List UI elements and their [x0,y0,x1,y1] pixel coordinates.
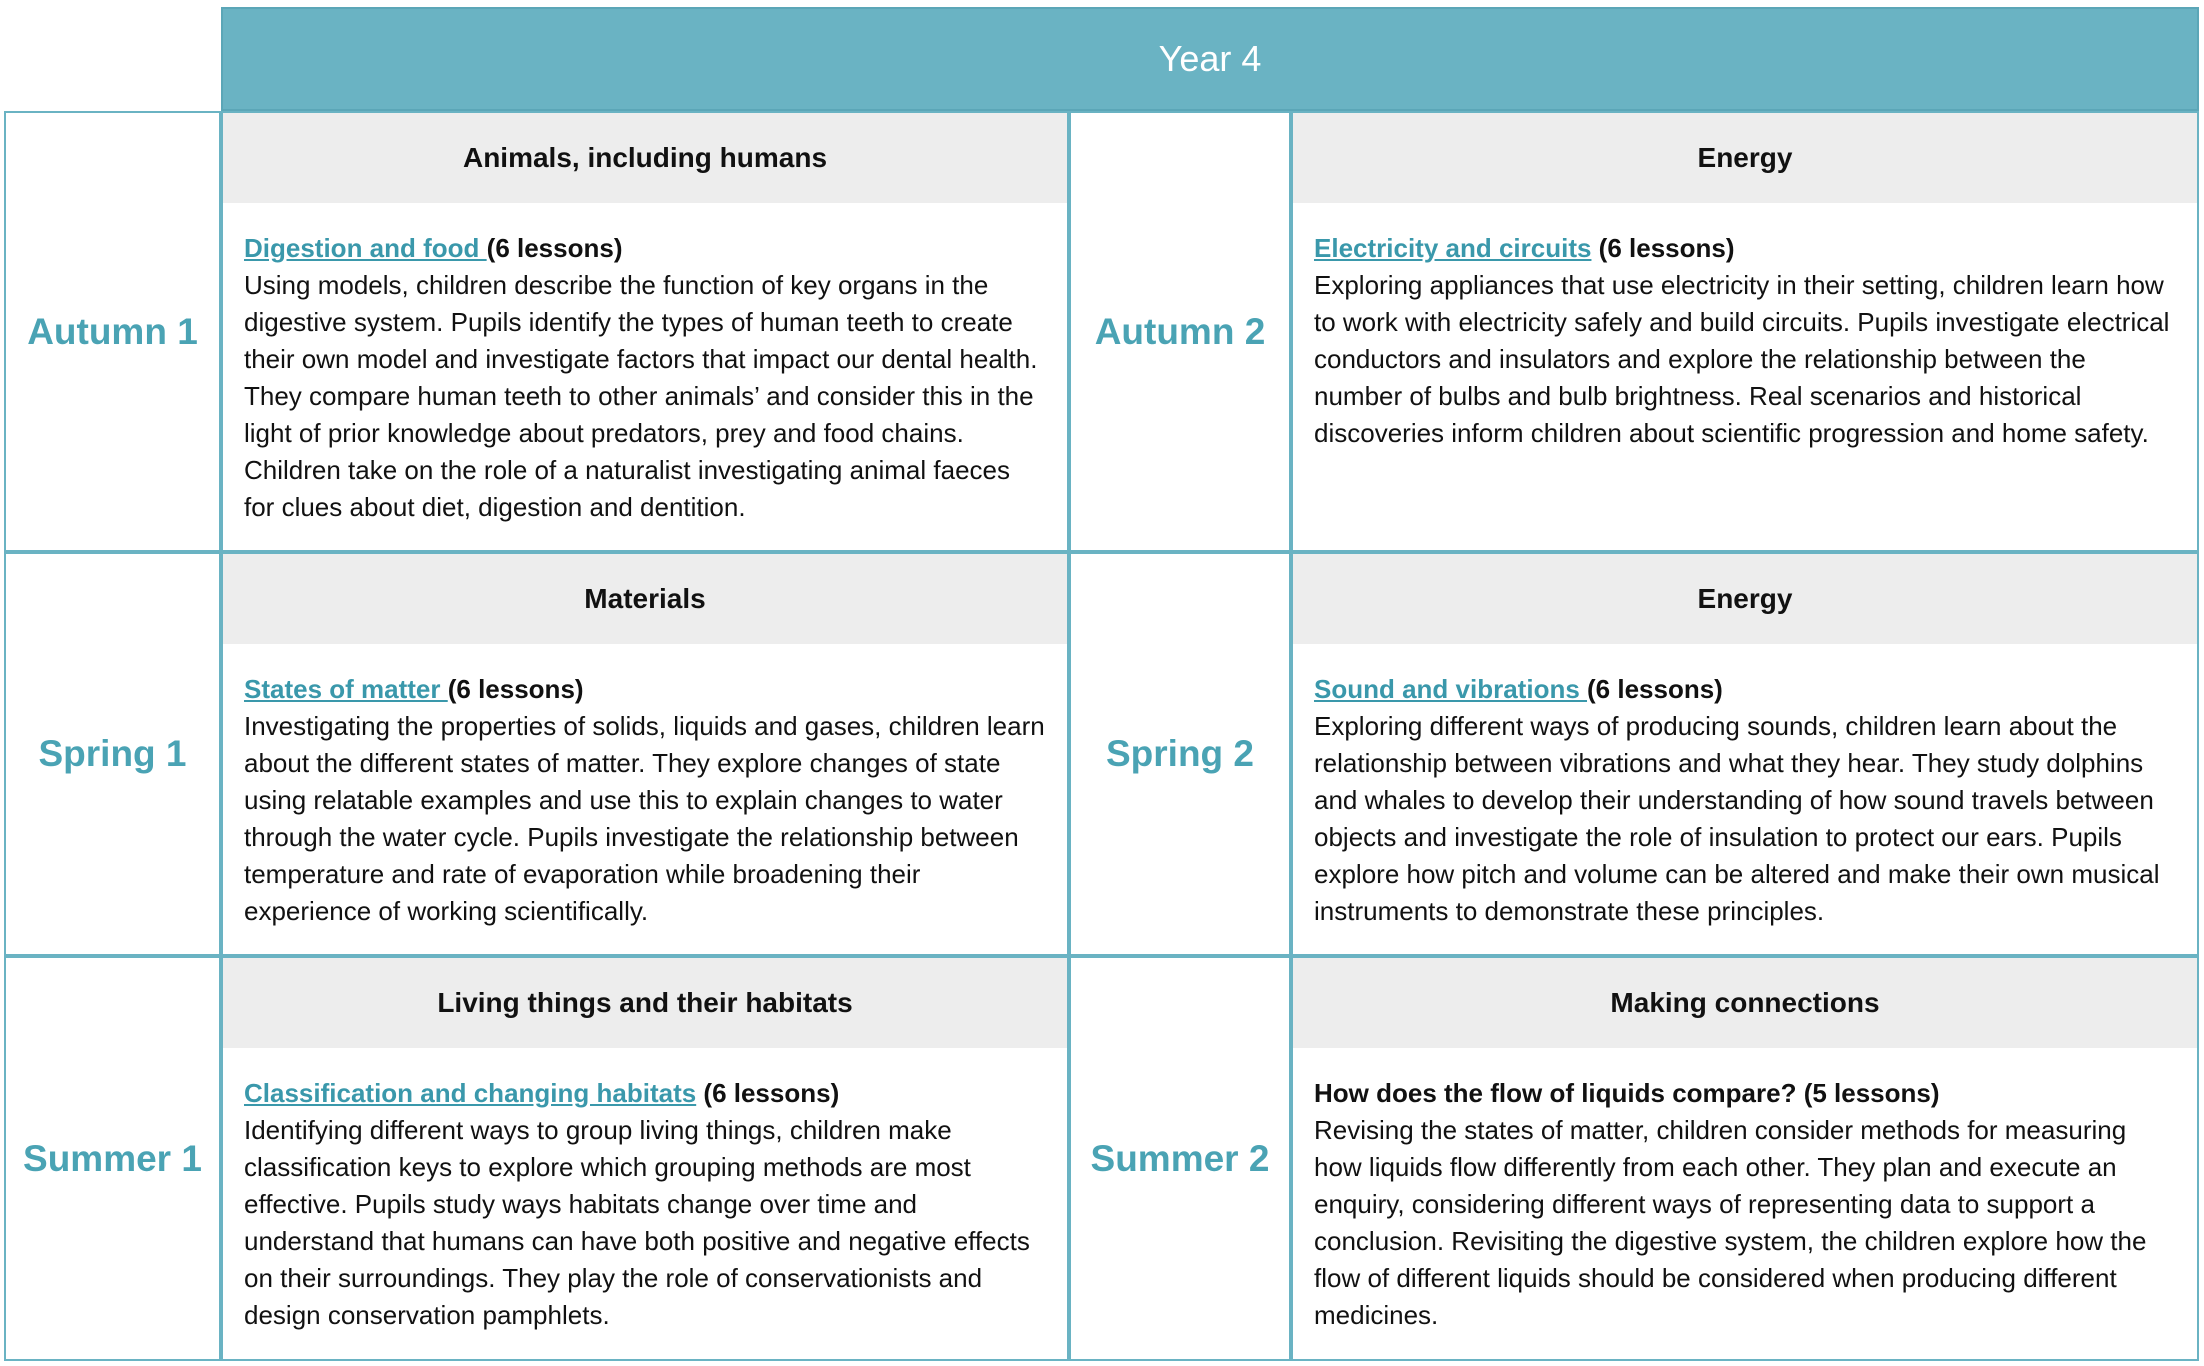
unit-link-sound-and-vibrations[interactable]: Sound and vibrations [1314,674,1588,704]
unit-link-digestion-and-food[interactable]: Digestion and food [244,233,487,263]
term-summer-2: Summer 2 [1069,956,1291,1361]
unit-lesson-count: (6 lessons) [1591,233,1735,263]
unit-body [1293,644,2197,930]
unit-link-electricity-and-circuits[interactable]: Electricity and circuits [1314,233,1592,263]
unit-lesson-count: (6 lessons) [696,1078,840,1108]
unit-link-states-of-matter[interactable]: States of matter [244,674,448,704]
unit-topic-title: Energy [1293,554,2197,644]
unit-question-heading: How does the flow of liquids compare? (5 lessons) [1314,1078,1940,1108]
unit-topic-title: Energy [1293,113,2197,203]
unit-body [1293,203,2197,452]
year-header: Year 4 [221,7,2199,111]
unit-body [223,1048,1067,1334]
term-spring-1: Spring 1 [4,552,221,956]
unit-description: Exploring appliances that use electricity in their setting, children learn how to work with electricity safely and build circuits. Pupils investigate electrical conductors and insulators and explore the relationship between the number of bulbs and bulb brightness. Real scenarios and historical discoveries inform children about scientific progression and home safety. [1314,270,2170,448]
unit-description: Investigating the properties of solids, liquids and gases, children learn about the different states of matter. They explore changes of state using relatable examples and use this to explain changes to water through the water cycle. Pupils investigate the relationship between temperature and rate of evaporation while broadening their experience of working scientifically. [244,711,1045,926]
unit-lesson-count: (6 lessons) [486,233,623,263]
unit-description: Using models, children describe the function of key organs in the digestive system. Pupils identify the types of human teeth to create their own model and investigate factors that impact our dental health. They compare human teeth to other animals’ and consider this in the light of prior knowledge about predators, prey and food chains. Children take on the role of a naturalist investigating animal faeces for clues about diet, digestion and dentition. [244,270,1038,522]
unit-body [1293,1048,2197,1334]
unit-cell-summer-1 [221,956,1069,1361]
unit-topic-title: Living things and their habitats [223,958,1067,1048]
unit-topic-title: Materials [223,554,1067,644]
unit-link-classification-and-changing-habitats[interactable]: Classification and changing habitats [244,1078,697,1108]
unit-body [223,203,1067,526]
unit-lesson-count: (6 lessons) [447,674,584,704]
unit-cell-autumn-2 [1291,111,2199,552]
unit-description: Exploring different ways of producing sounds, children learn about the relationship between vibrations and what they hear. They study dolphins and whales to develop their understanding of how sound travels between objects and investigate the role of insulation to protect our ears. Pupils explore how pitch and volume can be altered and make their own musical instruments to demonstrate these principles. [1314,711,2160,926]
unit-body [223,644,1067,930]
unit-cell-spring-1 [221,552,1069,956]
unit-cell-summer-2 [1291,956,2199,1361]
curriculum-table [4,7,2199,1361]
table-corner [4,7,221,111]
unit-description: Identifying different ways to group living things, children make classification keys to explore which grouping methods are most effective. Pupils study ways habitats change over time and understand that humans can have both positive and negative effects on their surroundings. They play the role of conservationists and design conservation pamphlets. [244,1115,1030,1330]
unit-cell-spring-2 [1291,552,2199,956]
unit-topic-title: Animals, including humans [223,113,1067,203]
unit-lesson-count: (6 lessons) [1587,674,1723,704]
unit-topic-title: Making connections [1293,958,2197,1048]
term-autumn-1: Autumn 1 [4,111,221,552]
term-autumn-2: Autumn 2 [1069,111,1291,552]
unit-cell-autumn-1 [221,111,1069,552]
unit-description: Revising the states of matter, children consider methods for measuring how liquids flow differently from each other. They plan and execute an enquiry, considering different ways of representing data to support a conclusion. Revisiting the digestive system, the children explore how the flow of different liquids should be considered when producing different medicines. [1314,1115,2147,1330]
term-summer-1: Summer 1 [4,956,221,1361]
term-spring-2: Spring 2 [1069,552,1291,956]
